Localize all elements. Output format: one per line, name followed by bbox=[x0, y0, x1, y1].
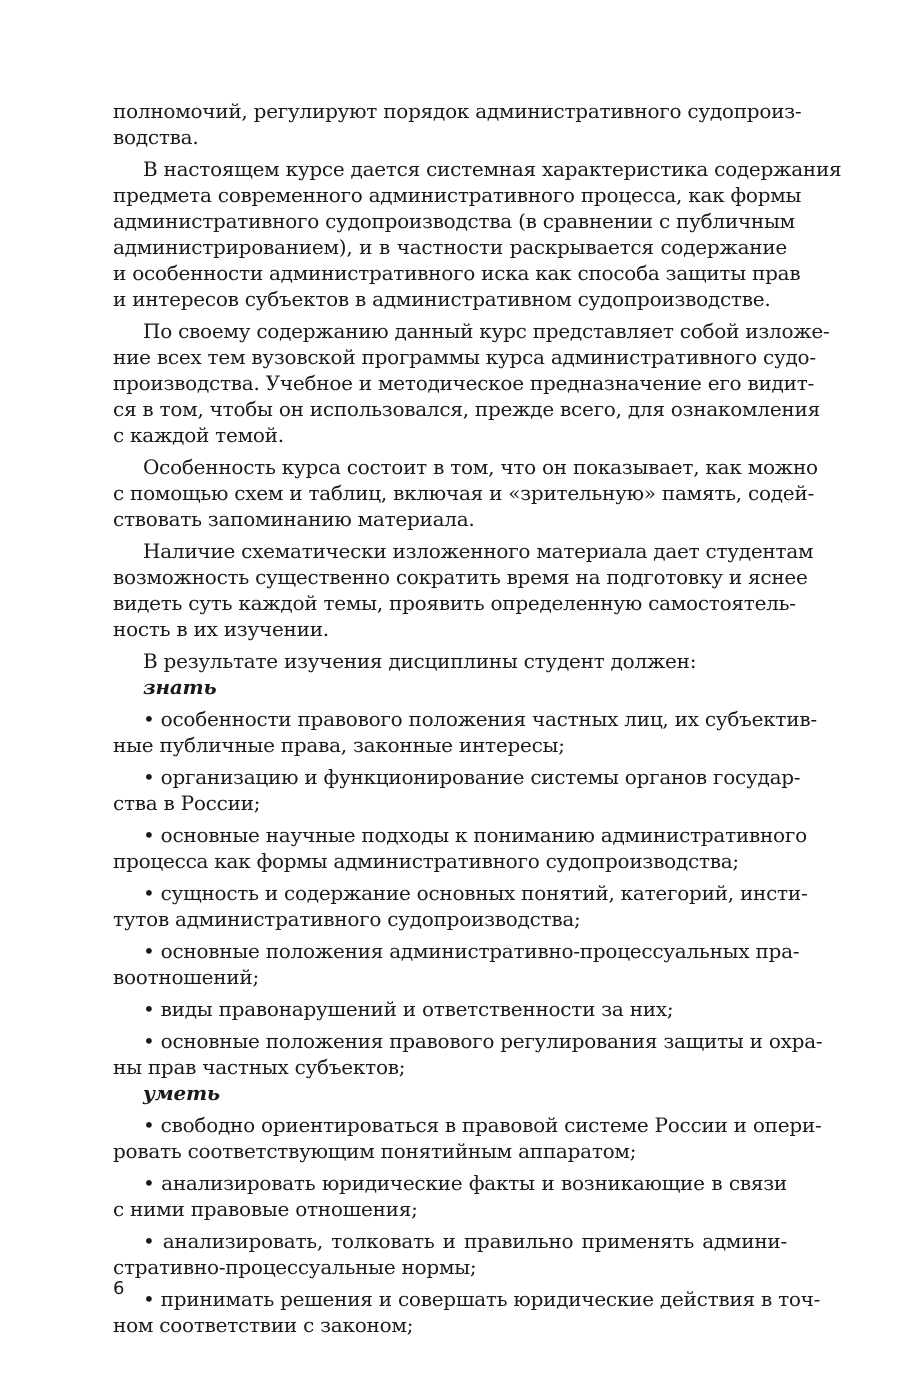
text-line: воотношений; bbox=[113, 965, 259, 989]
list-item bbox=[113, 938, 800, 990]
text-line: процесса как формы административного судопроизводства; bbox=[113, 849, 739, 873]
paragraph bbox=[113, 98, 802, 150]
text-line: • свободно ориентироваться в правовой системе России и опери- bbox=[143, 1113, 822, 1137]
text-line: возможность существенно сократить время на подготовку и яснее bbox=[113, 565, 808, 589]
text-line: полномочий, регулируют порядок административного судопроиз- bbox=[113, 99, 802, 123]
text-line: административного судопроизводства (в сравнении с публичным bbox=[113, 209, 795, 233]
text-line: • принимать решения и совершать юридические действия в точ- bbox=[143, 1287, 821, 1311]
text-line: • особенности правового положения частных лиц, их субъектив- bbox=[143, 707, 817, 731]
text-line: В настоящем курсе дается системная характеристика содержания bbox=[143, 157, 842, 181]
paragraph bbox=[113, 538, 814, 642]
able-heading: уметь bbox=[143, 1081, 220, 1105]
know-section bbox=[113, 674, 823, 1080]
list-item bbox=[113, 996, 787, 1022]
text-line: тутов административного судопроизводства; bbox=[113, 907, 581, 931]
text-line: ся в том, чтобы он использовался, прежде всего, для ознакомления bbox=[113, 397, 820, 421]
list-item bbox=[113, 1286, 821, 1338]
able-section bbox=[113, 1080, 822, 1338]
text-line: ства в России; bbox=[113, 791, 261, 815]
text-line: ные публичные права, законные интересы; bbox=[113, 733, 565, 757]
text-line: с ними правовые отношения; bbox=[113, 1197, 418, 1221]
text-line: ны прав частных субъектов; bbox=[113, 1055, 406, 1079]
text-line: ствовать запоминанию материала. bbox=[113, 507, 475, 531]
list-item bbox=[113, 764, 801, 816]
text-line: и особенности административного иска как способа защиты прав bbox=[113, 261, 801, 285]
text-line: • организацию и функционирование системы органов государ- bbox=[143, 765, 801, 789]
text-line: администрированием), и в частности раскрывается содержание bbox=[113, 235, 787, 259]
text-line: предмета современного административного процесса, как формы bbox=[113, 183, 802, 207]
text-line: • основные научные подходы к пониманию административного bbox=[143, 823, 807, 847]
paragraph bbox=[113, 648, 787, 674]
text-line: • анализировать юридические факты и возникающие в связи bbox=[143, 1171, 787, 1195]
text-line: ровать соответствующим понятийным аппаратом; bbox=[113, 1139, 637, 1163]
text-line: с каждой темой. bbox=[113, 423, 284, 447]
paragraph bbox=[113, 156, 842, 312]
text-line: и интересов субъектов в административном судопроизводстве. bbox=[113, 287, 771, 311]
text-line: • основные положения правового регулирования защиты и охра- bbox=[143, 1029, 823, 1053]
know-heading: знать bbox=[143, 675, 217, 699]
list-item bbox=[113, 822, 807, 874]
paragraph bbox=[113, 454, 818, 532]
text-line: водства. bbox=[113, 125, 199, 149]
text-line: • виды правонарушений и ответственности за них; bbox=[143, 997, 674, 1021]
text-line: • сущность и содержание основных понятий, категорий, инсти- bbox=[143, 881, 808, 905]
list-item bbox=[113, 1028, 823, 1080]
page-number: 6 bbox=[113, 1278, 125, 1299]
text-line: По своему содержанию данный курс представляет собой изложе- bbox=[143, 319, 830, 343]
text-line: • основные положения административно-процессуальных пра- bbox=[143, 939, 800, 963]
text-line: ность в их изучении. bbox=[113, 617, 329, 641]
list-item bbox=[113, 880, 808, 932]
paragraph bbox=[113, 318, 830, 448]
text-line: • анализировать, толковать и правильно применять админи- bbox=[143, 1229, 787, 1253]
text-line: с помощью схем и таблиц, включая и «зрительную» память, содей- bbox=[113, 481, 814, 505]
document-page bbox=[113, 98, 842, 1338]
list-item bbox=[113, 1228, 787, 1280]
text-line: Особенность курса состоит в том, что он показывает, как можно bbox=[143, 455, 818, 479]
text-line: ние всех тем вузовской программы курса административного судо- bbox=[113, 345, 816, 369]
text-line: ном соответствии с законом; bbox=[113, 1313, 414, 1337]
list-item bbox=[113, 706, 817, 758]
list-item bbox=[113, 1112, 822, 1164]
text-line: производства. Учебное и методическое предназначение его видит- bbox=[113, 371, 815, 395]
text-line: Наличие схематически изложенного материала дает студентам bbox=[143, 539, 814, 563]
text-line: видеть суть каждой темы, проявить определенную самостоятель- bbox=[113, 591, 796, 615]
text-line: В результате изучения дисциплины студент должен: bbox=[143, 649, 697, 673]
text-line: стративно-процессуальные нормы; bbox=[113, 1255, 477, 1279]
list-item bbox=[113, 1170, 787, 1222]
